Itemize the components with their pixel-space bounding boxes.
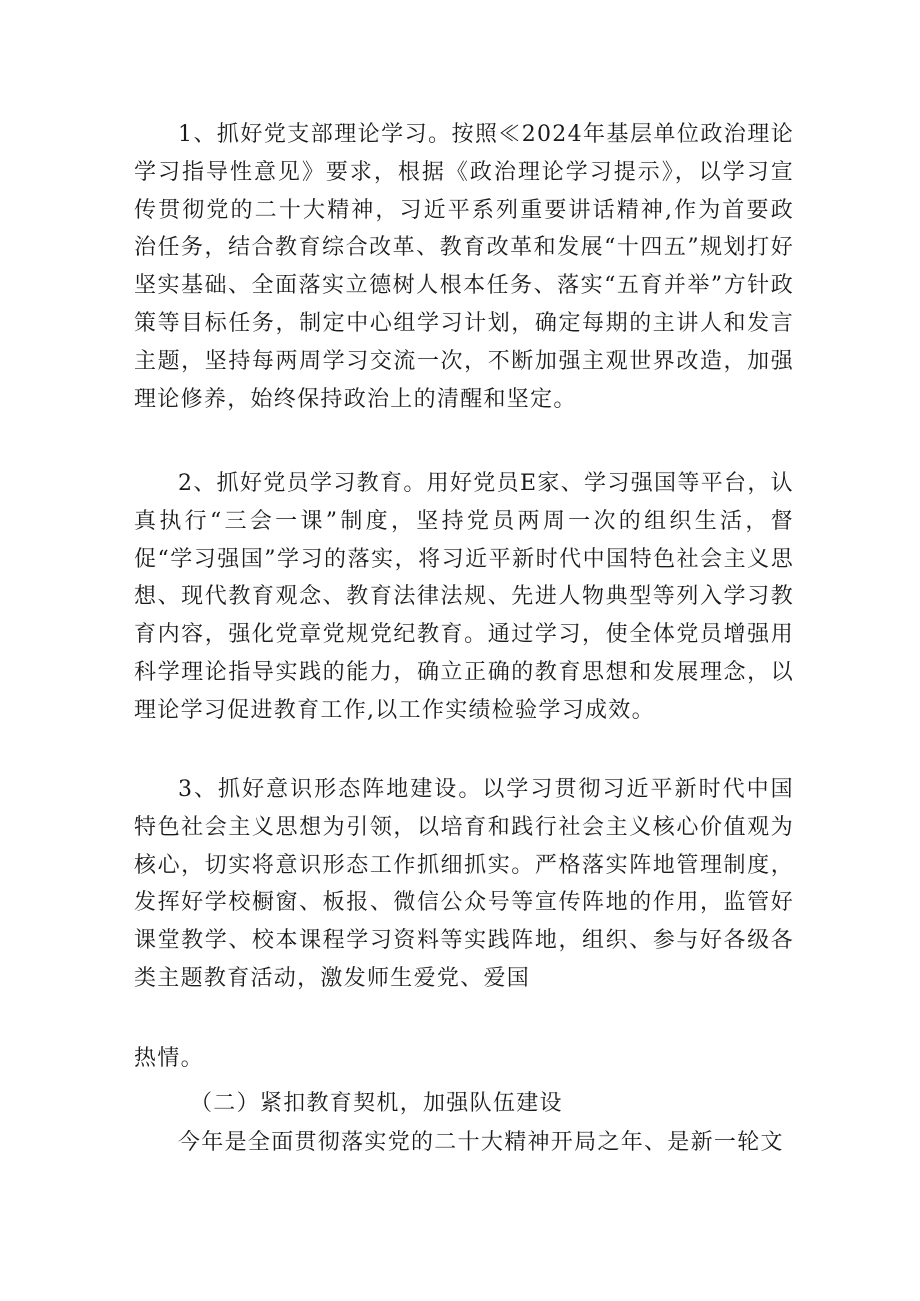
paragraph-member-education: 2、抓好党员学习教育。用好党员E家、学习强国等平台，认真执行“三会一课”制度，坚持党员两周一次的组织生活，督促“学习强国”学习的落实，将习近平新时代中国特色社会主义思想、现代教育观念、教育法律法规、先进人物典型等列入学习教育内容，强化党章党规党纪教育。通过学习，使全体党员增强用科学理论指导实践的能力，确立正确的教育思想和发展理念，以理论学习促进教育工作,以工作实绩检验学习成效。 bbox=[134, 471, 794, 723]
section-heading: （二）紧扣教育契机，加强队伍建设 bbox=[190, 1091, 563, 1116]
paragraph-party-branch-study: 1、抓好党支部理论学习。按照≪2024年基层单位政治理论学习指导性意见》要求，根据《政治理论学习提示》，以学习宣传贯彻党的二十大精神，习近平系列重要讲话精神,作为首要政治任务，结合教育综合改革、教育改革和发展“十四五”规划打好坚实基础、全面落实立德树人根本任务、落实“五育并举”方针政策等目标任务，制定中心组学习计划，确定每期的主讲人和发言主题，坚持每两周学习交流一次，不断加强主观世界改造，加强理论修养，始终保持政治上的清醒和坚定。 bbox=[134, 122, 794, 412]
paragraph-ideology-tail: 热情。 bbox=[134, 1046, 204, 1071]
paragraph-ideology-position: 3、抓好意识形态阵地建设。以学习贯彻习近平新时代中国特色社会主义思想为引领，以培育和践行社会主义核心价值观为核心，切实将意识形态工作抓细抓实。严格落实阵地管理制度，发挥好学校橱窗、板报、微信公众号等宣传阵地的作用，监管好课堂教学、校本课程学习资料等实践阵地，组织、参与好各级各类主题教育活动，激发师生爱党、爱国 bbox=[134, 777, 794, 991]
paragraph-this-year: 今年是全面贯彻落实党的二十大精神开局之年、是新一轮文 bbox=[178, 1130, 784, 1155]
